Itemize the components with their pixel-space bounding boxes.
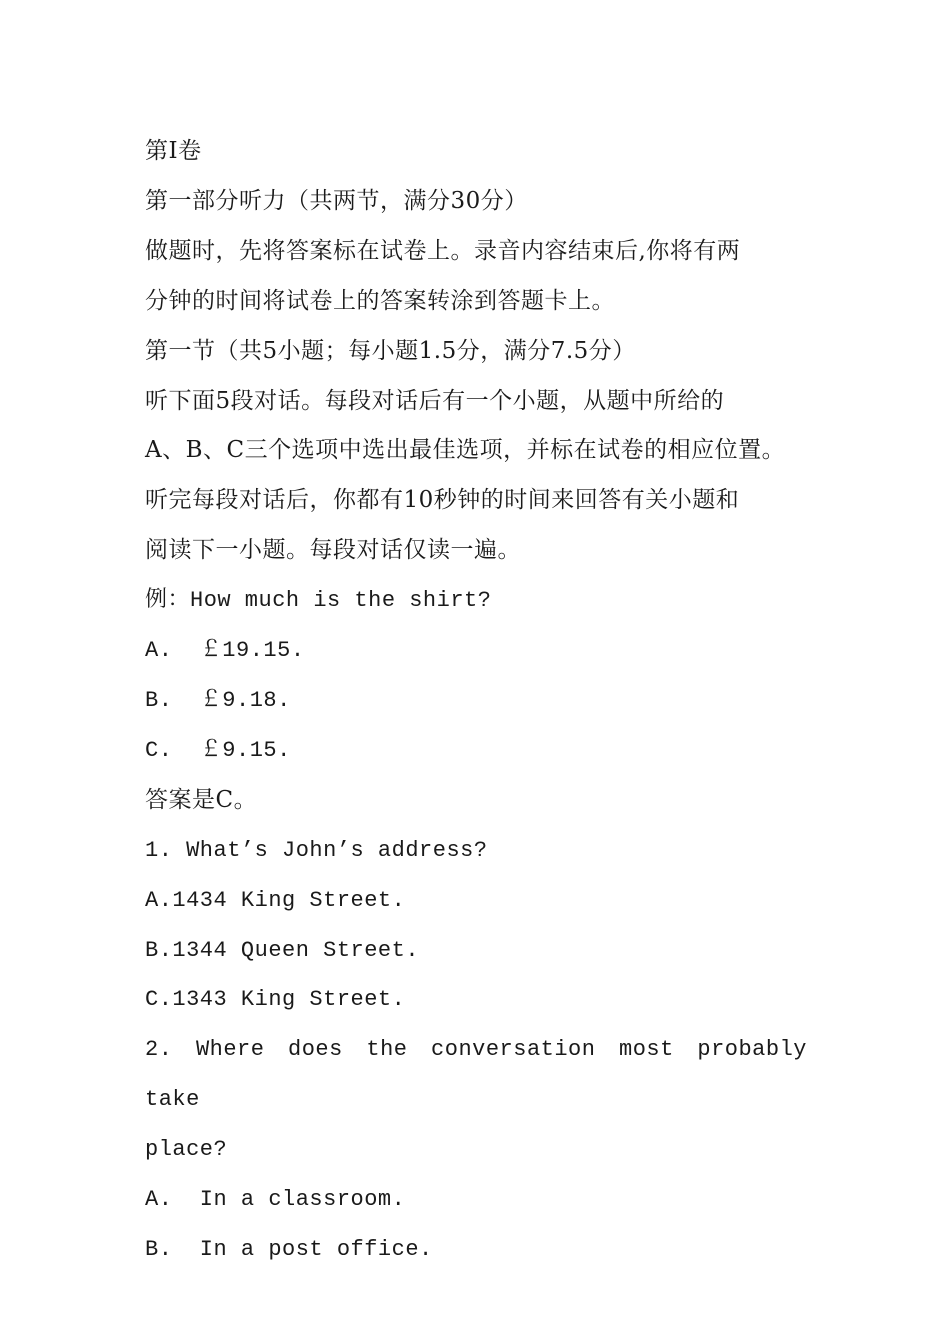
instruction-line: 做题时，先将答案标在试卷上。录音内容结束后,你将有两 <box>145 237 741 264</box>
example-question: 例：How much is the shirt? <box>145 588 492 614</box>
example-option: A. ￡19.15. <box>145 638 305 664</box>
example-option: C. ￡9.15. <box>145 737 291 763</box>
volume-title: 第Ⅰ卷 <box>145 138 202 164</box>
example-answer: 答案是C。 <box>145 786 258 813</box>
question-stem: place? <box>145 1137 228 1163</box>
example-option: B. ￡9.18. <box>145 687 291 713</box>
question-stem: 1. What’s John’s address? <box>145 837 488 863</box>
section-instruction-line: A、B、C三个选项中选出最佳选项，并标在试卷的相应位置。 <box>145 437 786 464</box>
question-option: A.1434 King Street. <box>145 887 406 913</box>
question-stem: 2. Where does the conversation most probably take <box>145 1037 807 1113</box>
section-title: 第一节（共5小题；每小题1.5分，满分7.5分） <box>145 337 636 364</box>
question-option: C.1343 King Street. <box>145 987 406 1013</box>
document-body <box>145 127 807 1275</box>
part-title: 第一部分听力（共两节，满分30分） <box>145 187 528 214</box>
question-option: A. In a classroom. <box>145 1187 406 1213</box>
instruction-line: 分钟的时间将试卷上的答案转涂到答题卡上。 <box>145 287 615 314</box>
section-instruction-line: 听完每段对话后，你都有10秒钟的时间来回答有关小题和 <box>145 487 740 514</box>
question-option: B.1344 Queen Street. <box>145 937 420 963</box>
question-option: B. In a post office. <box>145 1236 433 1262</box>
section-instruction-line: 听下面5段对话。每段对话后有一个小题，从题中所给的 <box>145 387 725 414</box>
section-instruction-line: 阅读下一小题。每段对话仅读一遍。 <box>145 537 521 564</box>
